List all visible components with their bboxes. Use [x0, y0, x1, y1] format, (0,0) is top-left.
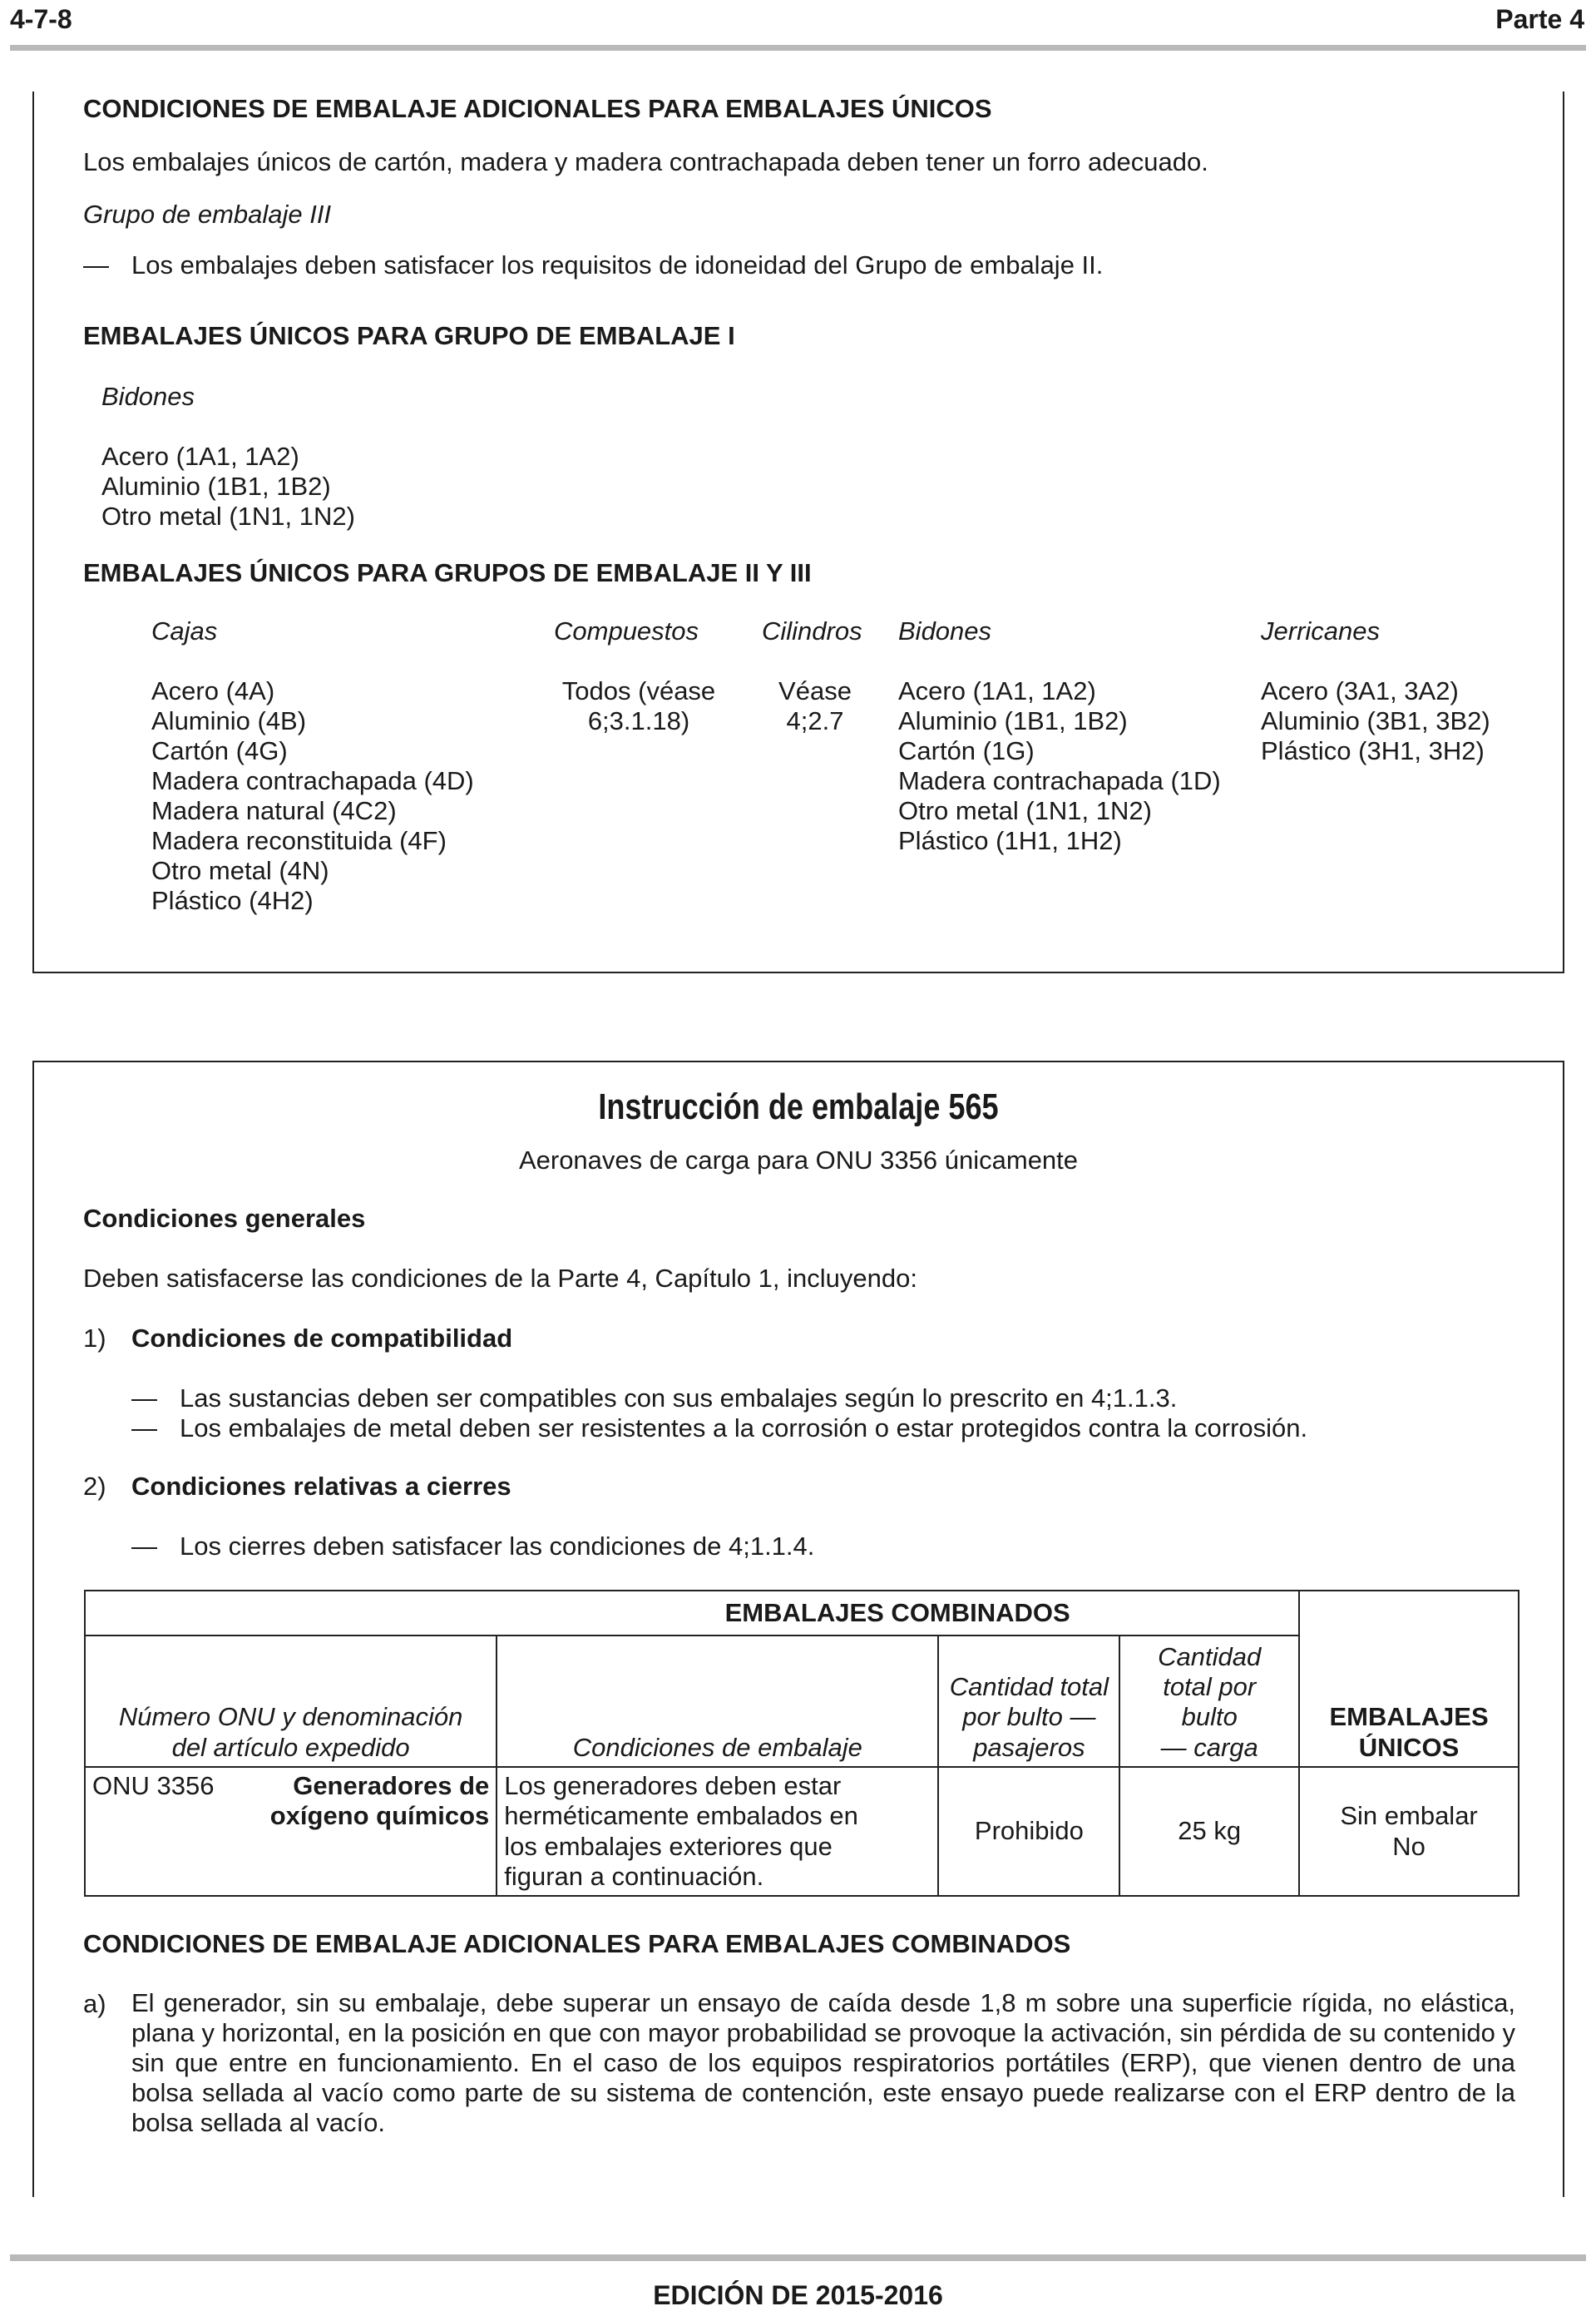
- lining-text: Los embalajes únicos de cartón, madera y madera contrachapada deben tener un forro adecuado.: [83, 147, 1208, 176]
- header-line: Cantidad: [1158, 1641, 1262, 1671]
- packaging-table: [84, 1590, 1519, 1897]
- group1-category: Bidones: [101, 382, 195, 411]
- list-item: Acero (1A1, 1A2): [101, 442, 299, 471]
- list-item: Madera reconstituida (4F): [151, 826, 447, 855]
- group3-label: Grupo de embalaje III: [83, 200, 332, 229]
- condition-1-title: Condiciones de compatibilidad: [131, 1324, 513, 1353]
- column-title-cilindros: Cilindros: [762, 616, 862, 646]
- condition-1-number: 1): [83, 1324, 106, 1353]
- condition-2-item-text: Los cierres deben satisfacer las condiciones de 4;1.1.4.: [180, 1532, 815, 1561]
- list-item: Aluminio (3B1, 3B2): [1261, 706, 1490, 735]
- dash: —: [83, 250, 109, 280]
- conditions-line: herméticamente embalados en: [504, 1801, 858, 1831]
- packing-conditions-cell: [497, 1767, 938, 1896]
- footer-rule: [10, 2254, 1586, 2261]
- passenger-quantity-header: [938, 1636, 1119, 1767]
- column-title-compuestos: Compuestos: [554, 616, 699, 646]
- list-item: Otro metal (1N1, 1N2): [101, 502, 355, 531]
- list-item: Aluminio (4B): [151, 706, 307, 735]
- single-line: No: [1392, 1831, 1426, 1861]
- cargo-quantity-cell: 25 kg: [1119, 1767, 1299, 1896]
- header-line: total por: [1163, 1672, 1257, 1702]
- list-item: Otro metal (1N1, 1N2): [898, 796, 1152, 825]
- group1-heading: EMBALAJES ÚNICOS PARA GRUPO DE EMBALAJE I: [83, 321, 735, 350]
- page-reference: 4-7-8: [10, 4, 72, 34]
- column-title-jerricanes: Jerricanes: [1261, 616, 1380, 646]
- list-item: Acero (3A1, 3A2): [1261, 676, 1459, 705]
- list-item: Plástico (3H1, 3H2): [1261, 736, 1485, 765]
- single-packaging-cell: [1299, 1767, 1519, 1896]
- header-line: Cantidad total: [949, 1672, 1109, 1702]
- condition-2-title: Condiciones relativas a cierres: [131, 1472, 511, 1501]
- header-line: por bulto —: [962, 1702, 1096, 1732]
- part-label: Parte 4: [1495, 4, 1584, 34]
- un-number-cell: [85, 1767, 497, 1896]
- condition-1-item: [131, 1383, 1177, 1413]
- single-packaging-heading: CONDICIONES DE EMBALAJE ADICIONALES PARA EMBALAJES ÚNICOS: [83, 94, 992, 123]
- condition-1-item-text: Las sustancias deben ser compatibles con sus embalajes según lo prescrito en 4;1.1.3.: [180, 1383, 1178, 1413]
- list-item: Otro metal (4N): [151, 856, 329, 885]
- conditions-line: los embalajes exteriores que: [504, 1831, 833, 1861]
- item-a-text: El generador, sin su embalaje, debe superar un ensayo de caída desde 1,8 m sobre una superficie rígida, no elástica, plana y horizontal, en la posición en que con mayor probabilidad se provoque la activación, sin pérdida de su contenido y sin que entre en funcionamiento. En el caso de los equipos respiratorios portátiles (ERP), que vienen dentro de una bolsa sellada al vacío como parte de su sistema de contención, este ensayo puede realizarse con el ERP dentro de la bolsa sellada al vacío.: [131, 1988, 1515, 2137]
- list-item: Acero (4A): [151, 676, 275, 705]
- combined-packaging-header: EMBALAJES COMBINADOS: [497, 1591, 1299, 1636]
- list-item: Madera contrachapada (4D): [151, 766, 474, 795]
- header-line: — carga: [1160, 1732, 1258, 1762]
- cilindros-list: [765, 675, 865, 735]
- un-number: ONU 3356: [92, 1771, 215, 1800]
- group3-item-text: Los embalajes deben satisfacer los requisitos de idoneidad del Grupo de embalaje II.: [131, 250, 1104, 280]
- list-item: Todos (véase: [561, 676, 716, 705]
- passenger-quantity-cell: Prohibido: [938, 1767, 1119, 1896]
- list-item: Aluminio (1B1, 1B2): [898, 706, 1128, 735]
- header-line: EMBALAJES: [1329, 1702, 1489, 1732]
- list-item: Plástico (1H1, 1H2): [898, 826, 1122, 855]
- single-packaging-header: [1299, 1591, 1519, 1767]
- un-number-header: [85, 1636, 497, 1767]
- dash: —: [131, 1532, 157, 1561]
- table-spacer: [85, 1591, 497, 1636]
- packing-conditions-header: Condiciones de embalaje: [497, 1636, 938, 1767]
- header-line: del artículo expedido: [171, 1732, 410, 1762]
- instruction-subtitle: Aeronaves de carga para ONU 3356 únicamente: [518, 1146, 1079, 1175]
- list-item: Madera natural (4C2): [151, 796, 397, 825]
- general-intro: Deben satisfacerse las condiciones de la Parte 4, Capítulo 1, incluyendo:: [83, 1264, 917, 1293]
- jerricanes-list: [1261, 675, 1490, 765]
- list-item: Cartón (4G): [151, 736, 288, 765]
- list-item: 6;3.1.18): [587, 706, 690, 735]
- column-title-bidones: Bidones: [898, 616, 992, 646]
- dash: —: [131, 1383, 157, 1413]
- column-title-cajas: Cajas: [151, 616, 218, 646]
- group3-item: [83, 250, 1103, 280]
- table-row: [85, 1767, 1519, 1896]
- article-name-line: oxígeno químicos: [269, 1801, 490, 1831]
- header-rule: [10, 45, 1586, 51]
- group1-list: [101, 441, 355, 531]
- edition-label: EDICIÓN DE 2015-2016: [653, 2280, 943, 2310]
- bidones-list: [898, 675, 1221, 855]
- header-line: ÚNICOS: [1358, 1732, 1460, 1762]
- list-item: 4;2.7: [786, 706, 844, 735]
- group23-heading: EMBALAJES ÚNICOS PARA GRUPOS DE EMBALAJE II Y III: [83, 558, 812, 587]
- cargo-quantity-header: [1119, 1636, 1299, 1767]
- cajas-list: [151, 675, 474, 915]
- single-line: Sin embalar: [1340, 1801, 1478, 1831]
- list-item: Plástico (4H2): [151, 886, 314, 915]
- instruction-title: Instrucción de embalaje 565: [598, 1086, 999, 1127]
- condition-1-item: [131, 1413, 1307, 1443]
- article-name-line: Generadores de: [293, 1771, 490, 1800]
- list-item: Véase: [778, 676, 852, 705]
- header-line: Número ONU y denominación: [118, 1702, 463, 1732]
- condition-1-item-text: Los embalajes de metal deben ser resistentes a la corrosión o estar protegidos contra la corrosión.: [180, 1413, 1308, 1443]
- item-a-label: a): [83, 1989, 106, 2018]
- condition-2-number: 2): [83, 1472, 106, 1501]
- list-item: Aluminio (1B1, 1B2): [101, 472, 331, 501]
- dash: —: [131, 1413, 157, 1443]
- combined-conditions-heading: CONDICIONES DE EMBALAJE ADICIONALES PARA EMBALAJES COMBINADOS: [83, 1929, 1071, 1958]
- header-line: pasajeros: [973, 1732, 1085, 1762]
- list-item: Acero (1A1, 1A2): [898, 676, 1096, 705]
- compuestos-list: [547, 675, 730, 735]
- general-conditions-heading: Condiciones generales: [83, 1204, 366, 1233]
- conditions-line: figuran a continuación.: [504, 1861, 764, 1891]
- conditions-line: Los generadores deben estar: [504, 1771, 842, 1800]
- header-line: bulto: [1181, 1702, 1238, 1732]
- list-item: Madera contrachapada (1D): [898, 766, 1221, 795]
- list-item: Cartón (1G): [898, 736, 1035, 765]
- condition-2-item: [131, 1531, 814, 1561]
